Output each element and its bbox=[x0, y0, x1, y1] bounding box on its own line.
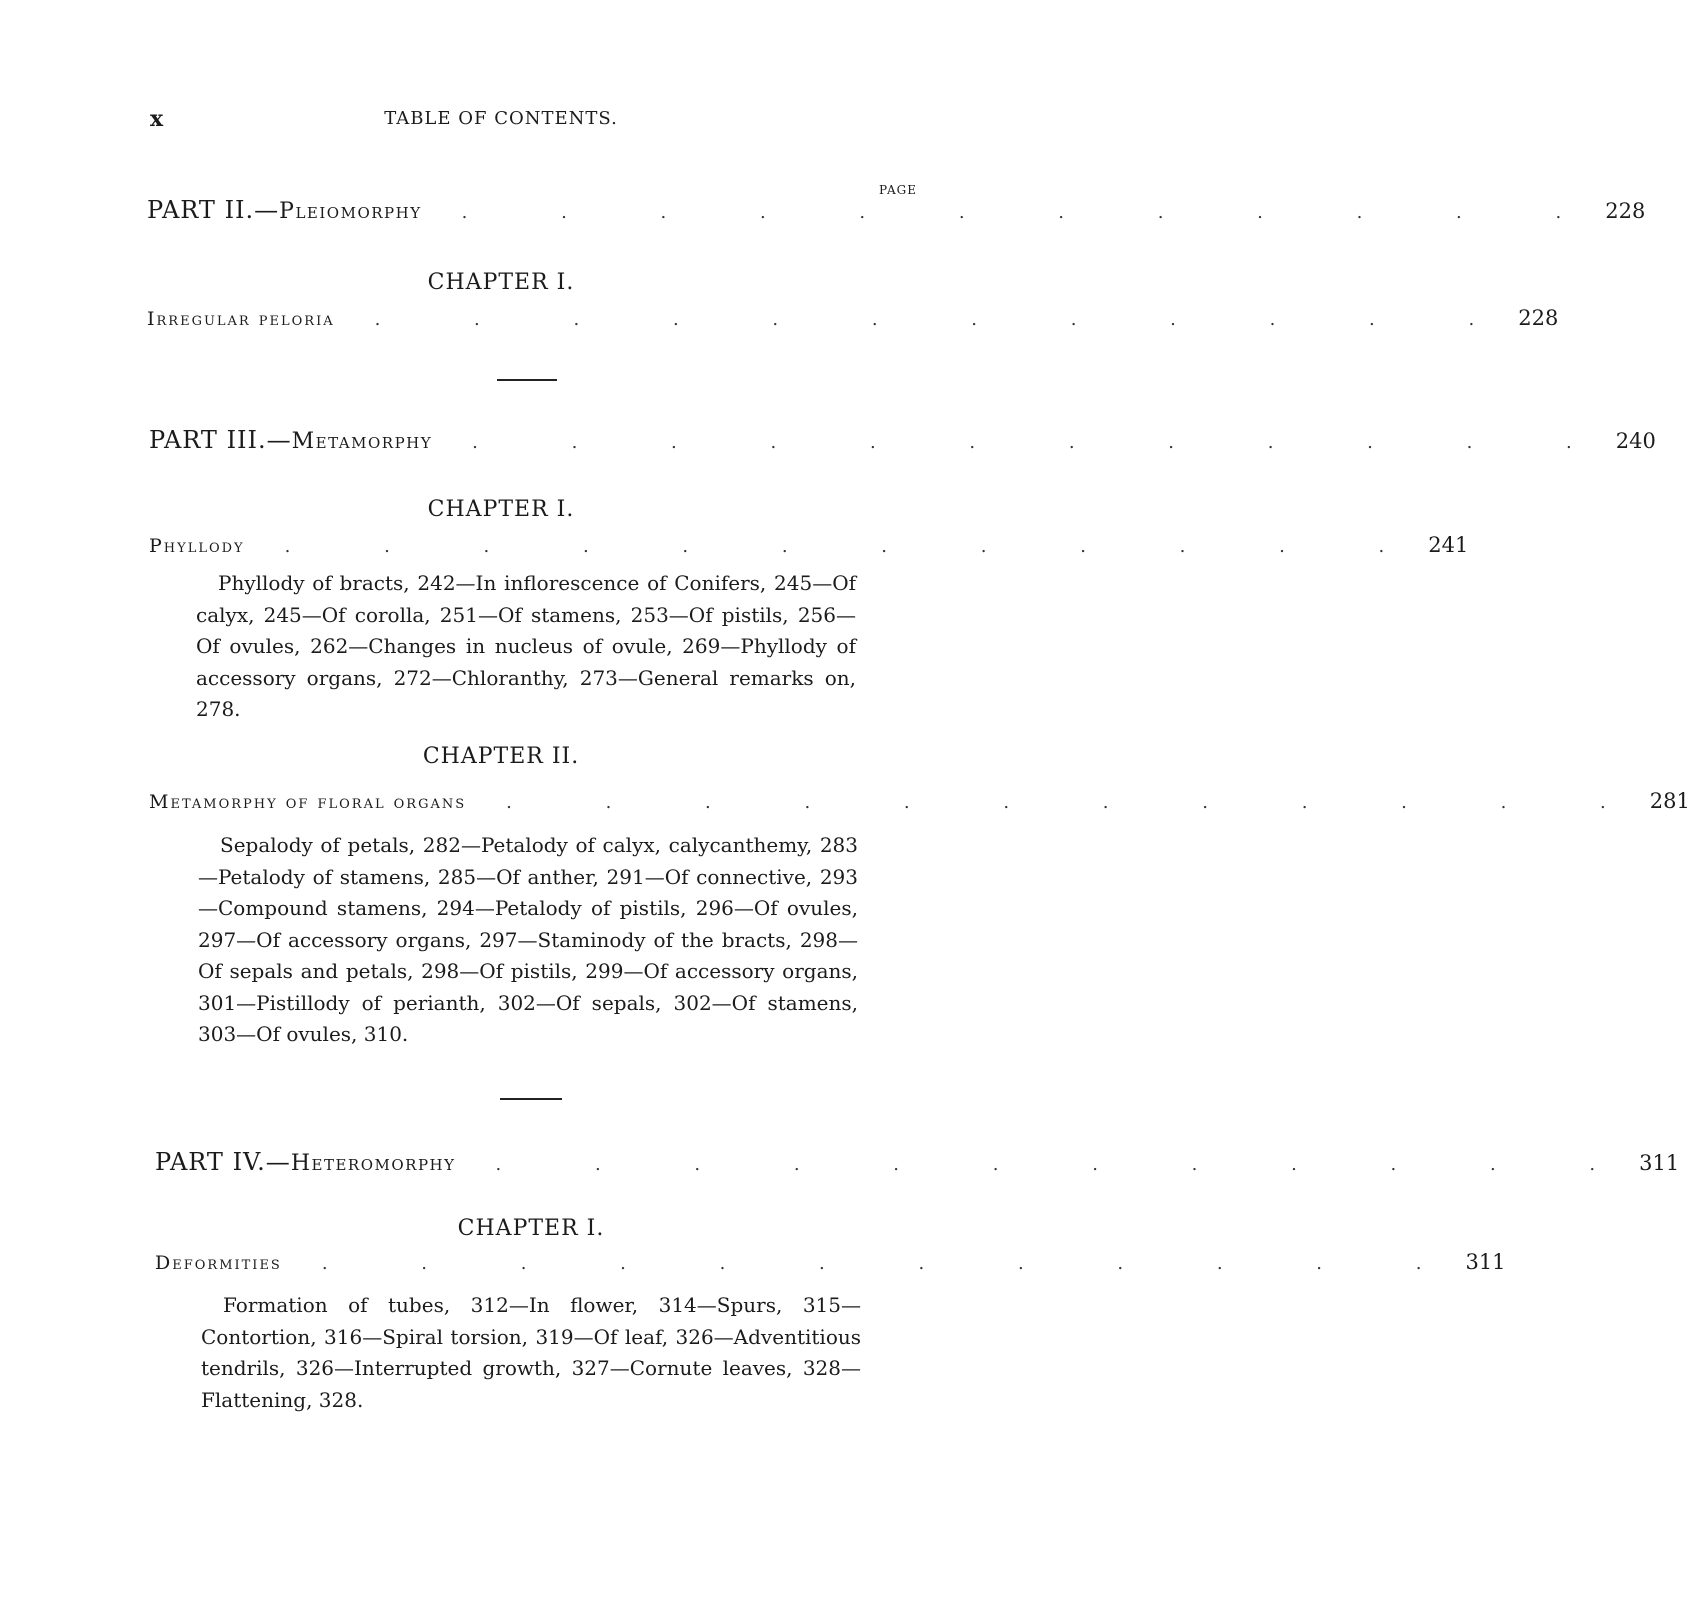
leader-dots: . . . . . . . . . . . . bbox=[506, 792, 1650, 813]
toc-part-4[interactable] bbox=[155, 1148, 1680, 1176]
toc-part-3[interactable] bbox=[149, 426, 1656, 454]
leader-dots: . . . . . . . . . . . . bbox=[374, 309, 1519, 330]
part-prefix: PART III.— bbox=[149, 426, 292, 454]
toc-chapter-deformities[interactable] bbox=[155, 1250, 1506, 1274]
chapter-page: 311 bbox=[1465, 1250, 1506, 1274]
toc-chapter-metamorphy-floral-organs[interactable] bbox=[149, 789, 1690, 813]
chapter-title: Irregular peloria bbox=[147, 308, 335, 330]
chapter-heading: CHAPTER I. bbox=[427, 497, 575, 522]
leader-dots: . . . . . . . . . . . . bbox=[321, 1253, 1466, 1274]
page-number: x bbox=[150, 106, 164, 132]
part-name: Heteromorphy bbox=[290, 1151, 456, 1176]
leader-dots: . . . . . . . . . . . . bbox=[461, 202, 1606, 223]
chapter-heading: CHAPTER I. bbox=[427, 270, 575, 295]
page-column-label: PAGE bbox=[879, 183, 917, 197]
chapter-title: Phyllody bbox=[149, 535, 245, 557]
toc-chapter-irregular-peloria[interactable] bbox=[147, 306, 1559, 330]
chapter-page: 281 bbox=[1649, 789, 1690, 813]
toc-part-2[interactable] bbox=[147, 196, 1646, 224]
part-name: Metamorphy bbox=[291, 429, 433, 454]
toc-chapter-phyllody[interactable] bbox=[149, 533, 1469, 557]
leader-dots: . . . . . . . . . . . . bbox=[284, 536, 1429, 557]
running-head: TABLE OF CONTENTS. bbox=[384, 108, 618, 129]
leader-dots: . . . . . . . . . . . . bbox=[472, 432, 1616, 453]
chapter-heading: CHAPTER II. bbox=[422, 744, 580, 769]
chapter-page: 228 bbox=[1518, 306, 1559, 330]
chapter-heading: CHAPTER I. bbox=[457, 1216, 605, 1241]
section-divider bbox=[500, 1098, 562, 1100]
chapter-title: Metamorphy of floral organs bbox=[149, 791, 467, 813]
chapter-summary: Phyllody of bracts, 242—In inflorescence of Conifers, 245—Of calyx, 245—Of corolla, 251—Of stamens, 253—Of pistils, 256—Of ovules, 262—Changes in nucleus of ovule, 269—Phyllody of accessory organs, 272—Chloranthy, 273—General remarks on, 278. bbox=[196, 571, 856, 721]
part-name: Pleiomorphy bbox=[279, 199, 422, 224]
part-page: 240 bbox=[1615, 429, 1656, 453]
chapter-summary: Sepalody of petals, 282—Petalody of calyx, calycanthemy, 283—Petalody of stamens, 285—Of anther, 291—Of connective, 293—Compound stamens, 294—Petalody of pistils, 296—Of ovules, 297—Of accessory organs, 297—Staminody of the bracts, 298—Of sepals and petals, 298—Of pistils, 299—Of accessory organs, 301—Pistillody of perianth, 302—Of sepals, 302—Of stamens, 303—Of ovules, 310. bbox=[198, 833, 858, 1046]
part-page: 311 bbox=[1639, 1151, 1680, 1175]
leader-dots: . . . . . . . . . . . . bbox=[495, 1154, 1640, 1175]
chapter-summary: Formation of tubes, 312—In flower, 314—Spurs, 315—Contortion, 316—Spiral torsion, 319—Of leaf, 326—Adventitious tendrils, 326—Interrupted growth, 327—Cornute leaves, 328—Flattening, 328. bbox=[201, 1293, 861, 1412]
part-prefix: PART II.— bbox=[147, 196, 280, 224]
part-prefix: PART IV.— bbox=[155, 1148, 291, 1176]
section-divider bbox=[497, 379, 557, 381]
chapter-page: 241 bbox=[1428, 533, 1469, 557]
part-page: 228 bbox=[1605, 199, 1646, 223]
chapter-title: Deformities bbox=[155, 1252, 282, 1274]
